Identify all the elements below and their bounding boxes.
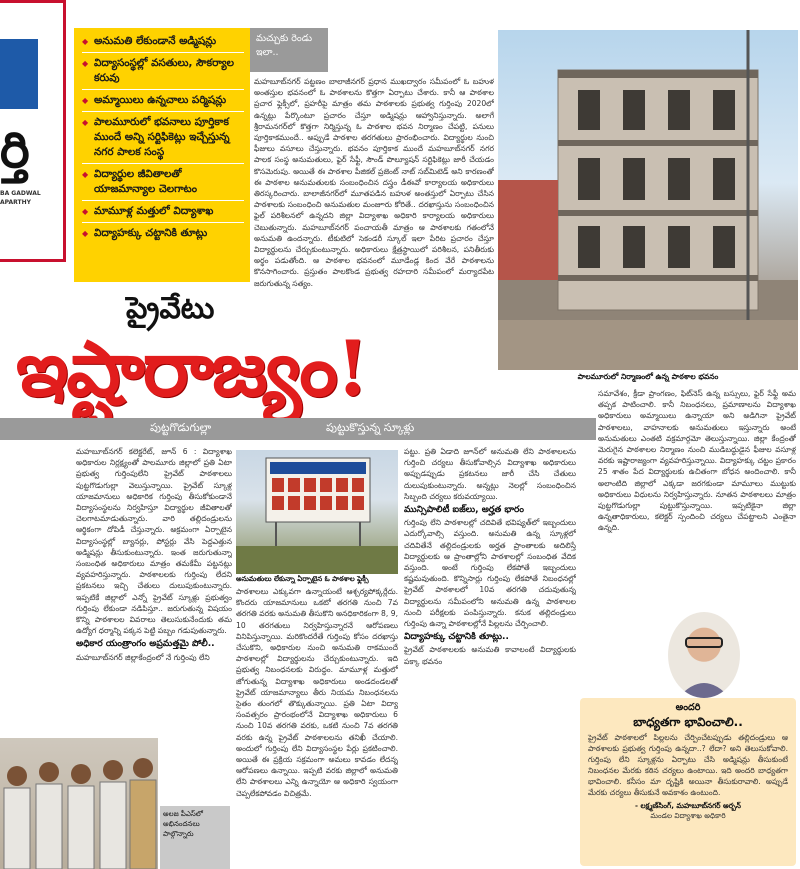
highlights-box bbox=[74, 28, 250, 282]
officer-quote-heading-2: బాధ్యతగా భావించాలి.. bbox=[633, 715, 743, 729]
sub-banner bbox=[0, 418, 596, 440]
officer-signature: - లక్ష్మణ్‌సింగ్, మహబూబ్‌నగర్ అర్బన్ bbox=[635, 801, 741, 810]
article-paragraph: పాఠశాలలు ఎక్కువగా ఉన్నాయంటే ఆశ్చర్యపోక్కర్లేదు. కొందరు యాజమానులు ఒకటో తరగతి నుంచి 7వ తరగతి వరకు అనుమతి తీసుకొని అనధికారికంగా 8, 9, 10 తరగతులు నిర్వహిస్తున్నారనే ఆరోపణలు వినిపిస్తున్నాయి. మరికొందరేతే గుర్తింపు కోసం దరఖాస్తు చేసుకొని, అధికారుల నుంచి అనుమతి రాకముందే పాఠశాలల్లో విద్యార్థులను చేర్చుకుంటున్నారు. ఇది ప్రభుత్వ నిబంధనలకు విరుద్ధం. మామూళ్ల మత్తులో జోగుతున్న విద్యాశాఖ అధికారులు అండదండలతో ప్రైవేట్ యాజమాన్యాలు తీరు నియమ నిబంధనలను సైతం తుంగలో తొక్కుతున్నాయి. ప్రతి ఏటా విద్యా సంవత్సరం ప్రారంభంలోనే విద్యాశాఖ అధికారులు 6 నుంచి 10వ తరగతి వరకు, ఒకటి నుంచి 7వ తరగతి వరకు ఉన్న ప్రైవేట్ పాఠశాలలను తనిఖీ చేయాలి. అందులో గుర్తింపు లేని విద్యాసంస్థల పేర్లు ప్రకటించాలి. అయితే ఈ ప్రక్రియ సక్రమంగా అమలు కావడం లేదన్న ఆరోపణలు ఉన్నాయి. ఇప్పటి వరకు జిల్లాలో అనుమతి లేని పాఠశాలలు ఎన్ని ఉన్నాయో ఆ అధికారి స్వయంగా చెప్పలేకపోవడం విచిత్రమే. bbox=[236, 587, 398, 798]
highlight-item: ◆ విద్యార్థుల జీవితాలతో యాజమాన్యాల చెలగాటం bbox=[82, 167, 244, 201]
officer-quote-body: ప్రైవేట్ పాఠశాలలో పిల్లలను చేర్పించేటప్పుడు తల్లిదండ్రులు ఆ పాఠశాలకు ప్రభుత్వ గుర్తింపు ఉన్నదా..? లేదా? అని తెలుసుకోవాలి. గుర్తింపు లేని స్కూళ్లను ఏర్పాటు చేసి అడ్మిషన్లు తీసుకుంటే నిబంధనల మేరకు కఠిన చర్యలు ఉంటాయి. ఇది అందరి బాధ్యతగా భావించాలి. కనీసం మా దృష్టికి అయినా తీసుకురావాలి. అప్పుడే మేరకు చర్యలు తీసుకునే అవకాశం ఉంటుంది. bbox=[588, 733, 788, 797]
masthead bbox=[0, 0, 66, 262]
article-paragraph: మహబూబ్‌నగర్ కలెక్టరేట్, జూన్ 6 : విద్యాశాఖ అధికారుల నిర్లక్ష్యంతో పాలమూరు జిల్లాలో ప్రతి ఏటా ప్రభుత్వ గుర్తింపులేని ప్రైవేట్ పాఠశాలలు పుట్టగొడుగుల్లా వెలుస్తున్నాయి. ప్రైవేట్ స్కూళ్ల యాజమానులు అధికారిక గుర్తింపు తీసుకోకుండానే విద్యాసంస్థలను నిర్వహిస్తూ విద్యార్థుల జీవితాలతో చెలగాటమాడుతున్నారు. వారి తల్లిదండ్రులను ఆర్థికంగా దోపిడీ చేస్తున్నారు. అక్రమంగా ఏర్పాటైన విద్యాసంస్థల్లో బ్యానర్లు, పోస్టర్లు వేసి పెద్దఎత్తున అడ్మిషన్లు తీసుకుంటున్నారు. ఇంత జరుగుతున్నా సంబంధిత అధికారులు మాత్రం తమకేమీ పట్టనట్లు వ్యవహరిస్తున్నారు. పాఠశాలలకు గుర్తింపు లేదని ప్రకటనలు ఇచ్చి చేతులు దులుపుకుంటున్నారు. ఇప్పటికే జిల్లాలో ఎన్నో ప్రైవేట్ స్కూళ్లు ప్రభుత్వం గుర్తింపు లేకుండా నడిపిస్తూ.. జరుగుతున్న విషయం కొన్ని పాఠశాలల వివరాలు తెలుసుకునేందుకు తమ ఉద్యోగ ధర్మాన్ని పక్కన పెట్టి పబ్బం గడుపుతున్నారు. bbox=[76, 447, 232, 636]
school-flex-photo bbox=[236, 450, 398, 574]
example-note: మచ్చుకు రెండు ఇలా.. bbox=[250, 28, 328, 72]
headline-kicker: ప్రైవేటు bbox=[126, 291, 215, 326]
article-subheading: మున్సిపాలిటీ ఐజ్‌లు, అర్హత భారం bbox=[404, 505, 524, 516]
article-subheading: అధికార యంత్రాంగం అప్రమత్తమై పోలీ.. bbox=[76, 639, 215, 650]
highlight-item: ◆ అనుమతి లేకుండానే అడ్మిషన్లు bbox=[82, 34, 244, 53]
article-paragraph: గుర్తింపు లేని పాఠశాలల్లో చదివితే భవిష్యత్‌లో ఇబ్బందులు ఎదుర్కోవాల్సి వస్తుంది. అనుమతి ఉన్న స్కూళ్లలో చదివితేనే తల్లిదండ్రులకు అర్హత ప్రాంతాలకు అదిలిస్తే విద్యార్థులకు ఆ ప్రాంతాల్లోని పాఠశాలల్లో సంబంధిత వేదిక వస్తుంది. అంటే గుర్తింపు లేకపోతే ఇబ్బందులు కష్టమవుతుంది. కొన్నిసార్లు గుర్తింపు లేకపోతే నిబంధనల్లో ప్రైవేట్ పాఠశాలలో 10వ తరగతి చదువుతున్న విద్యార్థులను సమీపంలోని అనుమతి ఉన్న పాఠశాలల నుంచి పరీక్షలకు పంపిస్తున్నారు. కనుక తల్లిదండ్రులు గుర్తింపు ఉన్నా పాఠశాలల్లోనే పిల్లలను చేర్పించాలి. bbox=[404, 518, 576, 629]
officer-quote-box bbox=[580, 698, 796, 866]
building-illustration bbox=[498, 30, 798, 370]
article-column-bottom-mid bbox=[236, 586, 398, 866]
highlight-item: ◆ మామూళ్ల మత్తులో విద్యాశాఖ bbox=[82, 204, 244, 223]
people-photo bbox=[0, 738, 158, 869]
school-flex-illustration bbox=[236, 450, 398, 574]
sub-banner-right: పుట్టుకొస్తున్న స్కూళ్లు bbox=[326, 421, 415, 434]
article-paragraph: పట్టు. ప్రతి ఏడాది జూన్‌లో అనుమతి లేని పాఠశాలలను గుర్తించి చర్యలు తీసుకోవాల్సిన విద్యాశాఖ అధికారులు అప్పుడప్పుడు ప్రకటనలు జారీ చేసి చేతులు దులుపుకుంటున్నారు. అన్నట్లు నెలల్లో సంబంధించిన సిబ్బంది చర్యలు కరువయ్యాయి. bbox=[404, 447, 576, 501]
article-paragraph: మహబూబ్‌నగర్ జిల్లాకేంద్రంలో నే గుర్తింపు లేని bbox=[76, 652, 210, 662]
article-paragraph: ప్రైవేట్ పాఠశాలలకు అనుమతి కావాలంటే విద్యార్థులకు పక్కా భవనం bbox=[404, 645, 576, 666]
sub-banner-left: పుట్టగొడుగుల్లా bbox=[150, 421, 212, 434]
school-flex-caption: అనుమతులు లేకున్నా ఏర్పాటైన ఓ పాఠశాల ఫ్లెక్సీ bbox=[236, 575, 369, 583]
article-paragraph: మహబూబ్‌నగర్ పట్టణం బాలాజీనగర్ ప్రధాన ముఖద్వారం సమీపంలో ఓ బహుళ అంతస్తుల భవనంలో ఓ పాఠశాలను కొత్తగా ఏర్పాటు చేశారు. కానీ ఆ పాఠశాల ప్రచార ఫ్లెక్సీలో, ప్రహరీపై మాత్రం తమ పాఠశాలకు ప్రభుత్వ గుర్తింపు 2020లో ఉన్నట్లు పేర్కొంటూ ప్రచారం చేస్తూ అడ్మిషన్లు ఆహ్వానిస్తున్నారు. అలాగే శ్రీరామనగర్‌లో కొత్తగా నిర్మిస్తున్న ఓ పాఠశాల భవన నిర్మాణం చేపట్టి, పనులు పూర్తికాకముందే.. అప్పుడే పాఠశాల తరగతులు ప్రారంభించారు. విద్యార్థుల నుంచి ఫీజులు వసూలు చేస్తున్నారు. భవనం పూర్తికాక ముందే మహబూబ్‌నగర్ నగర పాలక సంస్థ అనుమతులు, ఫైర్ సేఫ్టీ, సౌండ్ పొల్యూషన్ సర్టిఫికెట్లు జారీ చేయడం కొసమెరుపు. అయితే ఈ పాఠశాల పీజికల్ ప్రజెంట్ నాట్ సబ్‌మిటెడ్ అని కారణంతో ఈ పాఠశాల అనుమతులకు సంబంధించిన దస్త్రం డీఈవో కార్యాలయ అధికారులు తిరస్కరించారు. బాలాజీనగర్‌లో మూతపడిన బహుళ అంతస్తులో ఏర్పాటు చేసిన పాఠశాలకు సంబంధించి అనుమతుల మంజూరు కోరితే.. దరఖాస్తును సంబంధించిన ఫైల్ పరిశీలనలో ఉన్నదని జిల్లా విద్యాశాఖ అధికారి కార్యాలయ అధికారులు చెబుతున్నారు. మహబూబ్‌నగర్ పంచాయతీ మాత్రం ఆ పాఠశాలకు గతంలోనే అనుమతి ఉందన్నారు. టీకుటిలో సెకండరీ స్కూల్ ఇలా పేరిట ప్రచారం చేస్తూ విద్యార్థులను చేర్చుకుంటున్నారు. అధికారులు క్షేత్రస్థాయిలో పరిశీలన, పనితీరుకు అర్థం పడుతోంది. ఆ పాఠశాల భవనంలో మూడేండ్ల కింద వేరే పాఠశాలను కొనసాగించారు. ప్రస్తుతం పాలకొండ ప్రభుత్వ రహదారి సమీపంలో మర్యాదపేట జరుగుతున్న సత్యం. bbox=[254, 77, 494, 288]
headline-title: ఇష్టారాజ్యం! bbox=[16, 324, 368, 413]
people-illustration bbox=[0, 738, 158, 869]
highlight-item: ◆ పాలమూరులో భవనాలు పూర్తికాక ముందే అన్ని సర్టిఫికెట్లు ఇచ్చేస్తున్న నగర పాలక సంస్థ bbox=[82, 115, 244, 164]
building-photo-caption: పాలమూరులో నిర్మాణంలో ఉన్న పాఠశాల భవనం bbox=[577, 372, 719, 381]
building-photo bbox=[498, 30, 798, 370]
article-column-bottom-mid-right bbox=[404, 446, 576, 866]
highlight-item: ◆ అమ్మాయిలు ఉన్నచాలు పర్మిషన్లు bbox=[82, 93, 244, 112]
article-subheading: విద్యాహక్కు చట్టానికి తూట్లు.. bbox=[404, 632, 509, 643]
masthead-logo-block bbox=[0, 39, 38, 109]
masthead-title: ర్తి bbox=[0, 121, 30, 179]
article-paragraph: సమావేశం, క్రీడా ప్రాంగణం, ఫిట్‌నెస్ ఉన్న బస్సులు, ఫైర్ సేఫ్టీ అమ తప్పక పాటించాలి. కానీ నిబంధనలు, ప్రమాణాలను విద్యాశాఖ అధికారులు అమ్మాయిలు ఉన్నాయా అని అడిగినా ప్రైవేట్ పాఠశాలలు, వాహనాలకు అనుమతులు ఇస్తున్నారు అంటే అనుమతులు ఎంతటి వక్రమార్గమో తెలుస్తున్నాయి. జిల్లా కేంద్రంతో మెరుగైన పాఠశాలల నిర్మాణం నుంచి ముడిబద్ధుడైన ఫీజుల వసూళ్ల వరకు ఇష్టారాజ్యంగా వ్యవహరిస్తున్నాయి. విద్యాహక్కు చట్టం ప్రకారం 25 శాతం పేద విద్యార్థులకు ఉచితంగా బోధన అందించాలి. కానీ అలాంటిది జిల్లాలో ఎక్కడా జరగకుండా మామూలు ముట్టుకు అధికారులు విధులను నిర్వహిస్తున్నారు. నూతన పాఠశాలలు మాత్రం పుట్టగొడుగుల్లా పుట్టుకొస్తున్నాయి. ఇప్పటికైనా జిల్లా ఉన్నతాధికారులు, కలెక్టర్ స్పందించి చర్యలు చేపట్టాలని ఎంతైనా ఉన్నది. bbox=[598, 389, 796, 533]
people-photo-caption: అలజ పీఎస్‌లో అభినందనలు పాల్గొన్నారు bbox=[160, 806, 230, 869]
article-column-right bbox=[598, 388, 796, 608]
highlights-list bbox=[82, 34, 244, 244]
officer-photo bbox=[668, 612, 740, 698]
highlight-item: ◆ విద్యాహక్కు చట్టానికి తూట్లు bbox=[82, 226, 244, 244]
masthead-subtitle: BA GADWAL APARTHY bbox=[0, 190, 41, 206]
officer-portrait bbox=[668, 612, 740, 698]
officer-quote-heading-1: అందరి bbox=[675, 702, 701, 713]
article-column-bottom-left bbox=[76, 446, 232, 736]
officer-role: మండల విద్యాశాఖ అధికారి bbox=[650, 811, 726, 820]
highlight-item: ◆ విద్యాసంస్థల్లో వసతులు, సౌకర్యాల కరువు bbox=[82, 56, 244, 90]
